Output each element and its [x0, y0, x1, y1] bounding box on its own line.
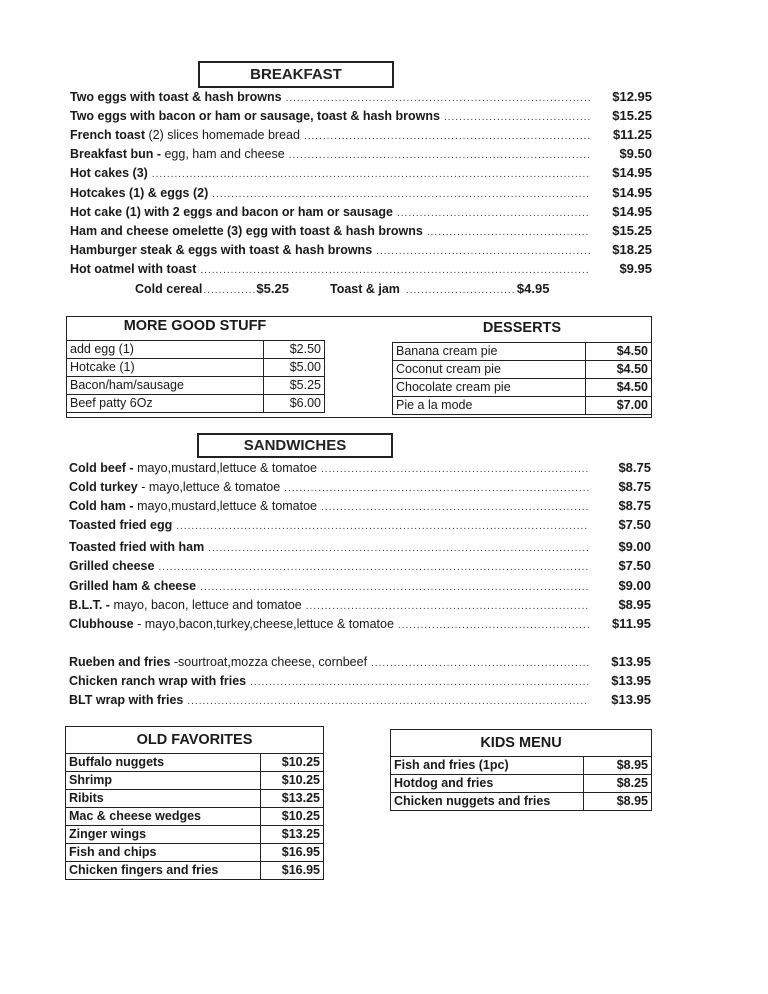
sandwiches-header — [197, 433, 393, 458]
item-name: Ribits — [66, 790, 261, 808]
menu-item-extra: Toast & jam ..... $4.95 — [330, 280, 540, 298]
menu-item: Two eggs with toast & hash browns ..... $12.95 — [70, 88, 652, 106]
table-row — [393, 397, 652, 415]
kids-menu-table — [390, 729, 652, 811]
menu-item: Clubhouse - mayo,bacon,turkey,cheese,lettuce & tomatoe ..... $11.95 — [69, 615, 651, 633]
table-header-row — [66, 727, 324, 754]
menu-item: Rueben and fries -sourtroat,mozza cheese, cornbeef ..... $13.95 — [69, 653, 651, 671]
item-name: Buffalo nuggets — [66, 754, 261, 772]
item-name: Coconut cream pie — [393, 361, 586, 379]
table-row — [66, 772, 324, 790]
item-price: $6.00 — [264, 395, 325, 413]
table-row — [391, 757, 652, 775]
table-row — [67, 359, 325, 377]
table-row — [67, 341, 325, 359]
breakfast-title: BREAKFAST — [250, 66, 342, 83]
item-price: $5.25 — [264, 377, 325, 395]
menu-item: Hot oatmel with toast ..... $9.95 — [70, 260, 652, 278]
table-header-row — [391, 730, 652, 757]
table-row — [66, 754, 324, 772]
item-price: $16.95 — [261, 862, 324, 880]
price: $7.50 — [618, 517, 651, 532]
old-favorites-table — [65, 726, 324, 880]
price: $11.95 — [611, 616, 651, 631]
item-price: $2.50 — [264, 341, 325, 359]
item-price: $10.25 — [261, 754, 324, 772]
menu-item: Hotcakes (1) & eggs (2) ..... $14.95 — [70, 184, 652, 202]
price: $8.75 — [618, 498, 651, 513]
menu-item: Chicken ranch wrap with fries ..... $13.95 — [69, 672, 651, 690]
more-good-stuff-table — [66, 340, 325, 413]
menu-item: Hot cakes (3) ..... $14.95 — [70, 164, 652, 182]
item-name: Fish and chips — [66, 844, 261, 862]
item-name: Mac & cheese wedges — [66, 808, 261, 826]
table-row — [66, 808, 324, 826]
item-name: Chicken nuggets and fries — [391, 793, 584, 811]
price: $13.95 — [611, 654, 651, 669]
menu-item: Cold turkey - mayo,lettuce & tomatoe ..... $8.75 — [69, 478, 651, 496]
item-name: Pie a la mode — [393, 397, 586, 415]
price: $13.95 — [611, 673, 651, 688]
item-price: $4.50 — [586, 361, 652, 379]
item-price: $8.25 — [584, 775, 652, 793]
price: $14.95 — [612, 204, 652, 219]
menu-item: Toasted fried egg ..... $7.50 — [69, 516, 651, 534]
price: $4.95 — [516, 281, 550, 296]
price: $8.75 — [618, 479, 651, 494]
item-name: Shrimp — [66, 772, 261, 790]
menu-item: Hamburger steak & eggs with toast & hash browns ..... $18.25 — [70, 241, 652, 259]
menu-item: Cold beef - mayo,mustard,lettuce & tomatoe ..... $8.75 — [69, 459, 651, 477]
table-row — [393, 361, 652, 379]
price: $9.00 — [618, 578, 651, 593]
table-row — [66, 862, 324, 880]
desserts-table — [392, 342, 652, 415]
table-row — [66, 826, 324, 844]
menu-item: Ham and cheese omelette (3) egg with toast & hash browns ..... $15.25 — [70, 222, 652, 240]
price: $8.75 — [618, 460, 651, 475]
item-price: $10.25 — [261, 808, 324, 826]
breakfast-header — [198, 61, 394, 88]
price: $14.95 — [612, 185, 652, 200]
item-price: $16.95 — [261, 844, 324, 862]
menu-item: Cold ham - mayo,mustard,lettuce & tomatoe ..... $8.75 — [69, 497, 651, 515]
item-name: Beef patty 6Oz — [67, 395, 264, 413]
menu-item-extra: Cold cereal ..... $5.25 — [135, 280, 275, 298]
table-row — [391, 793, 652, 811]
price: $5.25 — [256, 281, 289, 296]
table-row — [66, 844, 324, 862]
table-row — [67, 377, 325, 395]
item-name: Hotcake (1) — [67, 359, 264, 377]
item-name: Chicken fingers and fries — [66, 862, 261, 880]
menu-item: Grilled cheese ..... $7.50 — [69, 557, 651, 575]
menu-item: Grilled ham & cheese ..... $9.00 — [69, 577, 651, 595]
menu-item: Hot cake (1) with 2 eggs and bacon or ham or sausage ..... $14.95 — [70, 203, 652, 221]
table-row — [67, 395, 325, 413]
more-good-stuff-title: MORE GOOD STUFF — [123, 318, 267, 334]
price: $7.50 — [618, 558, 651, 573]
table-row — [393, 379, 652, 397]
table-row — [393, 343, 652, 361]
item-name: Zinger wings — [66, 826, 261, 844]
item-price: $13.25 — [261, 826, 324, 844]
item-name: add egg (1) — [67, 341, 264, 359]
item-price: $7.00 — [586, 397, 652, 415]
item-name: Banana cream pie — [393, 343, 586, 361]
item-price: $4.50 — [586, 379, 652, 397]
menu-item: B.L.T. - mayo, bacon, lettuce and tomatoe ..... $8.95 — [69, 596, 651, 614]
price: $9.50 — [619, 146, 652, 161]
item-price: $5.00 — [264, 359, 325, 377]
kids-menu-title: KIDS MENU — [391, 730, 652, 757]
item-name: Hotdog and fries — [391, 775, 584, 793]
desserts-title: DESSERTS — [482, 320, 562, 336]
price: $15.25 — [612, 223, 652, 238]
item-name: Chocolate cream pie — [393, 379, 586, 397]
item-name: Bacon/ham/sausage — [67, 377, 264, 395]
price: $9.95 — [619, 261, 652, 276]
price: $14.95 — [612, 165, 652, 180]
price: $12.95 — [612, 89, 652, 104]
menu-item: French toast (2) slices homemade bread ..... $11.25 — [70, 126, 652, 144]
old-favorites-title: OLD FAVORITES — [66, 727, 324, 754]
item-price: $10.25 — [261, 772, 324, 790]
item-price: $13.25 — [261, 790, 324, 808]
menu-item: Breakfast bun - egg, ham and cheese ..... $9.50 — [70, 145, 652, 163]
price: $8.95 — [618, 597, 651, 612]
table-row — [391, 775, 652, 793]
menu-item: BLT wrap with fries ..... $13.95 — [69, 691, 651, 709]
table-row — [66, 790, 324, 808]
sandwiches-title: SANDWICHES — [243, 437, 347, 454]
item-price: $4.50 — [586, 343, 652, 361]
price: $9.00 — [618, 539, 651, 554]
menu-item: Toasted fried with ham ..... $9.00 — [69, 538, 651, 556]
price: $13.95 — [611, 692, 651, 707]
price: $15.25 — [612, 108, 652, 123]
item-price: $8.95 — [584, 757, 652, 775]
price: $18.25 — [612, 242, 652, 257]
price: $11.25 — [612, 127, 652, 142]
menu-item: Two eggs with bacon or ham or sausage, toast & hash browns ..... $15.25 — [70, 107, 652, 125]
item-price: $8.95 — [584, 793, 652, 811]
item-name: Fish and fries (1pc) — [391, 757, 584, 775]
